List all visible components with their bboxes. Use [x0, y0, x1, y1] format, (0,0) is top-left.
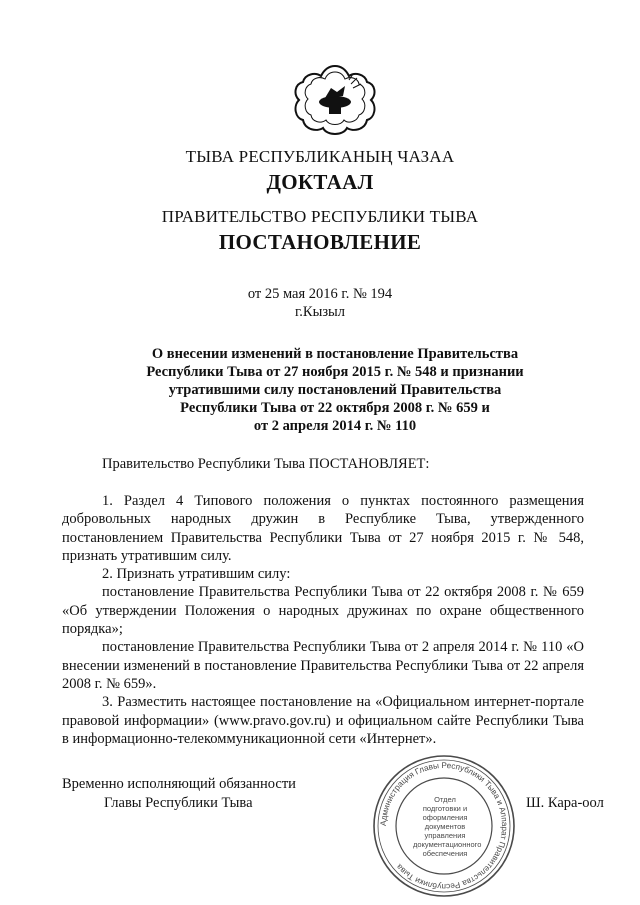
stamp-line: подготовки и	[422, 804, 468, 813]
tuvan-government-title: ТЫВА РЕСПУБЛИКАНЫҢ ЧАЗАА	[185, 147, 455, 166]
tuvan-document-type: ДОКТААЛ	[266, 170, 374, 194]
signatory-name: Ш. Кара-оол	[526, 795, 604, 811]
stamp-line: документационного	[413, 840, 482, 849]
russian-document-type: ПОСТАНОВЛЕНИЕ	[218, 230, 422, 254]
paragraph-1: 1. Раздел 4 Типового положения о пунктах постоянного размещения добровольных народных дружин в Республике Тыва, утвержденного постановлением Правительства Республики Тыва от 27 ноября 2015 г. № 548, признать утратившим силу.	[62, 493, 584, 564]
paragraph-3: 3. Разместить настоящее постановление на «Официальном интернет-портале правовой информации» (www.pravo.gov.ru) и официальном сайте Республики Тыва в информационно-телекоммуникационной сети «Интернет».	[62, 694, 584, 747]
title-line: Республики Тыва от 27 ноября 2015 г. № 548 и признании	[146, 364, 524, 380]
title-line: О внесении изменений в постановление Правительства	[151, 346, 519, 362]
title-line: утратившими силу постановлений Правительства	[168, 382, 502, 398]
paragraph-2a: постановление Правительства Республики Тыва от 22 октября 2008 г. № 659 «Об утверждении Положения о народных дружинах по охране общественного порядка»;	[62, 584, 584, 638]
city-line: г.Кызыл	[294, 304, 346, 320]
paragraph-2: 2. Признать утратившим силу:	[102, 566, 291, 583]
coat-of-arms-emblem	[291, 62, 379, 142]
position-line-1: Временно исполняющий обязанности	[62, 776, 296, 792]
resolution-title	[100, 345, 570, 435]
resolution-body	[62, 492, 584, 748]
date-number-line: от 25 мая 2016 г. № 194	[247, 286, 393, 302]
paragraph-2b: постановление Правительства Республики Тыва от 2 апреля 2014 г. № 110 «О внесении изменений в постановление Правительства Республики Тыва от 22 апреля 2008 г. № 659».	[62, 639, 584, 692]
stamp-line: оформления документов	[422, 813, 468, 831]
preamble-text: Правительство Республики Тыва ПОСТАНОВЛЯЕТ:	[102, 456, 430, 472]
stamp-line: Отдел	[434, 795, 456, 804]
signatory-position	[62, 775, 296, 813]
stamp-line: обеспечения	[422, 849, 468, 858]
position-line-2: Главы Республики Тыва	[104, 795, 253, 811]
stamp-inner-text	[413, 795, 482, 858]
title-line: от 2 апреля 2014 г. № 110	[253, 418, 417, 434]
stamp-ring-text: Администрация Главы Республики Тыва и Аппарат Правительства Республики Тыва	[378, 760, 510, 892]
russian-government-title: ПРАВИТЕЛЬСТВО РЕСПУБЛИКИ ТЫВА	[161, 207, 479, 226]
title-line: Республики Тыва от 22 октября 2008 г. № 659 и	[180, 400, 490, 416]
stamp-line: управления	[424, 831, 466, 840]
preamble	[62, 455, 584, 473]
